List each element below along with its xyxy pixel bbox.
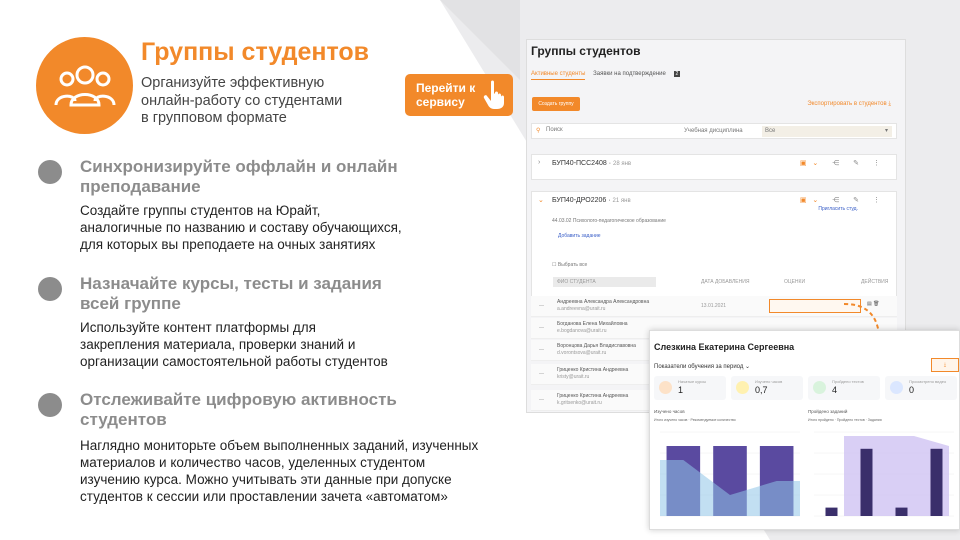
stat-card: Пройдено тестов 4 [808, 376, 880, 400]
bar [896, 508, 908, 516]
add-task-link[interactable]: Добавить задание [558, 233, 601, 239]
bar [861, 449, 873, 516]
bar [931, 449, 943, 516]
hours-chart-plot [654, 424, 804, 524]
group-actions[interactable]: ▣⌄ ⋲ ✎ ⋮ [799, 160, 886, 167]
table-row[interactable]: — Гриценко Кристина Андреевна kristy@urait.ru [531, 364, 897, 385]
page-title: Группы студентов [141, 38, 370, 66]
tab-bar [531, 71, 692, 77]
video-icon [890, 381, 903, 394]
stat-card: Начатые курсы 1 [654, 376, 726, 400]
group-program: 44.03.02 Психолого-педагогическое образование [552, 218, 666, 224]
page-subtitle: Организуйте эффективную онлайн-работу со студентами в групповом формате [141, 75, 343, 126]
tests-icon [813, 381, 826, 394]
search-bar[interactable] [531, 123, 897, 139]
feature-description: Используйте контент платформы для закрепления материала, проверки знаний и организации самостоятельной работы студентов [80, 320, 388, 369]
search-icon: ⚲ [536, 128, 541, 134]
feature-title: Отслеживайте цифровую активность студентов [80, 390, 397, 429]
stat-card: Изучено часов 0,7 [731, 376, 803, 400]
student-name: Слезкина Екатерина Сергеевна [654, 342, 795, 352]
bullet-dot [38, 393, 62, 417]
export-link[interactable]: Экспортировать в студентов ⤓ [807, 101, 891, 107]
invite-link[interactable]: Пригласить студ. [818, 206, 858, 212]
table-row[interactable]: — Воронцова Дарья Владиславовна d.vorontsova@urait.ru [531, 340, 897, 361]
courses-icon [659, 381, 672, 394]
screen-title: Группы студентов [531, 44, 641, 58]
create-group-button[interactable]: Создать группу [532, 97, 580, 111]
tab-active-students[interactable]: Активные студенты [531, 71, 585, 80]
group-logo [36, 37, 133, 134]
bar [826, 508, 838, 516]
search-input[interactable]: Поиск [546, 127, 563, 133]
tab-requests[interactable]: Заявки на подтверждение 2 [593, 71, 679, 77]
feature-description: Наглядно мониторьте объем выполненных заданий, изученных материалов и количество часов, уделенных студентом изучению курса. Можно учитывать эти данные при допуске студентов к сессии или проставлении зачета «автоматом» [80, 438, 479, 504]
go-to-service-button[interactable]: Перейти к сервису [405, 74, 513, 116]
table-row[interactable]: — Андреевна Александра Александровна a.andreevna@urait.ru 13.01.2021 ▤ 🗑 [531, 296, 897, 317]
period-label[interactable]: Показатели обучения за период ⌄ [654, 364, 751, 370]
hours-chart: Изучено часов Итого изучено часов · Рекомендуемое количество [654, 409, 804, 524]
group-card[interactable]: › БУП40-ПСС2408 · 28 янв ▣⌄ ⋲ ✎ ⋮ [531, 154, 897, 180]
stat-card: Просмотрено видео 0 [885, 376, 957, 400]
table-row[interactable]: — Богданова Елена Михайловна e.bogdanova@urait.ru [531, 318, 897, 339]
student-stats-screenshot [649, 330, 960, 530]
tasks-chart-plot [808, 424, 958, 524]
filter-label: Учебная дисциплина [684, 128, 743, 134]
row-actions[interactable]: ▤ 🗑 [867, 301, 880, 307]
chevron-down-icon[interactable]: ⌄ [538, 197, 544, 204]
bullet-dot [38, 277, 62, 301]
feature-title: Назначайте курсы, тесты и задания всей группе [80, 274, 382, 313]
feature-title: Синхронизируйте оффлайн и онлайн преподавание [80, 157, 398, 196]
chevron-right-icon[interactable]: › [538, 159, 541, 166]
feature-description: Создайте группы студентов на Юрайт, аналогичные по названию и составу обучающихся, для которых вы преподаете на очных занятиях [80, 203, 402, 252]
download-button[interactable]: ⤓ [931, 358, 959, 372]
discipline-select[interactable]: Все ▾ [762, 126, 892, 137]
select-all-checkbox[interactable]: ☐ Выбрать все [552, 262, 588, 268]
count-badge: 2 [675, 71, 679, 77]
tasks-chart: Пройдено заданий Итого пройдено · Пройдено тестов · Задания [808, 409, 958, 524]
users-icon [53, 61, 117, 111]
group-actions[interactable]: ▣⌄ ⋲ ✎ ⋮ [799, 197, 886, 204]
bullet-dot [38, 160, 62, 184]
hours-icon [736, 381, 749, 394]
groups-screenshot: Группы студентов Активные студенты Заявки на подтверждение 2 Создать группу Экспортировать в студентов ⤓ ⚲ Поиск Учебная дисциплина Все ▾ › БУП40-ПСС2408 · 28 янв ▣⌄ ⋲ ✎ ⋮ ⌄ БУП40-ДРО2206 · 21 янв Пригласить студ. ▣⌄ ⋲ ✎ ⋮ 44.03.02 Психолого-педагогическое образование Добавить задание ☐ Выбрать все ФИО СТУДЕНТА ДАТА ДОБАВЛЕНИЯ ОЦЕНКИ ДЕЙСТВИЯ — Андреевна Александра Александровна a.andreevna@urait.ru 13.01.2021 ▤ 🗑 — Богданова Елена Михайловна e.bogdanova@urait.ru — Воронцова Дарья Владиславовна d.vorontsova@urait.ru — Гриценко Кристина Андреевна kristy@urait.ru — Гриценко Кристина Андреевна k.gritsenko@urait.ru [526, 39, 906, 413]
table-row[interactable]: — Гриценко Кристина Андреевна k.gritsenko@urait.ru [531, 390, 897, 411]
pointer-hand-icon [483, 80, 505, 110]
group-card-expanded[interactable]: ⌄ БУП40-ДРО2206 · 21 янв Пригласить студ. ▣⌄ ⋲ ✎ ⋮ 44.03.02 Психолого-педагогическое образование Добавить задание ☐ Выбрать все [531, 191, 897, 311]
